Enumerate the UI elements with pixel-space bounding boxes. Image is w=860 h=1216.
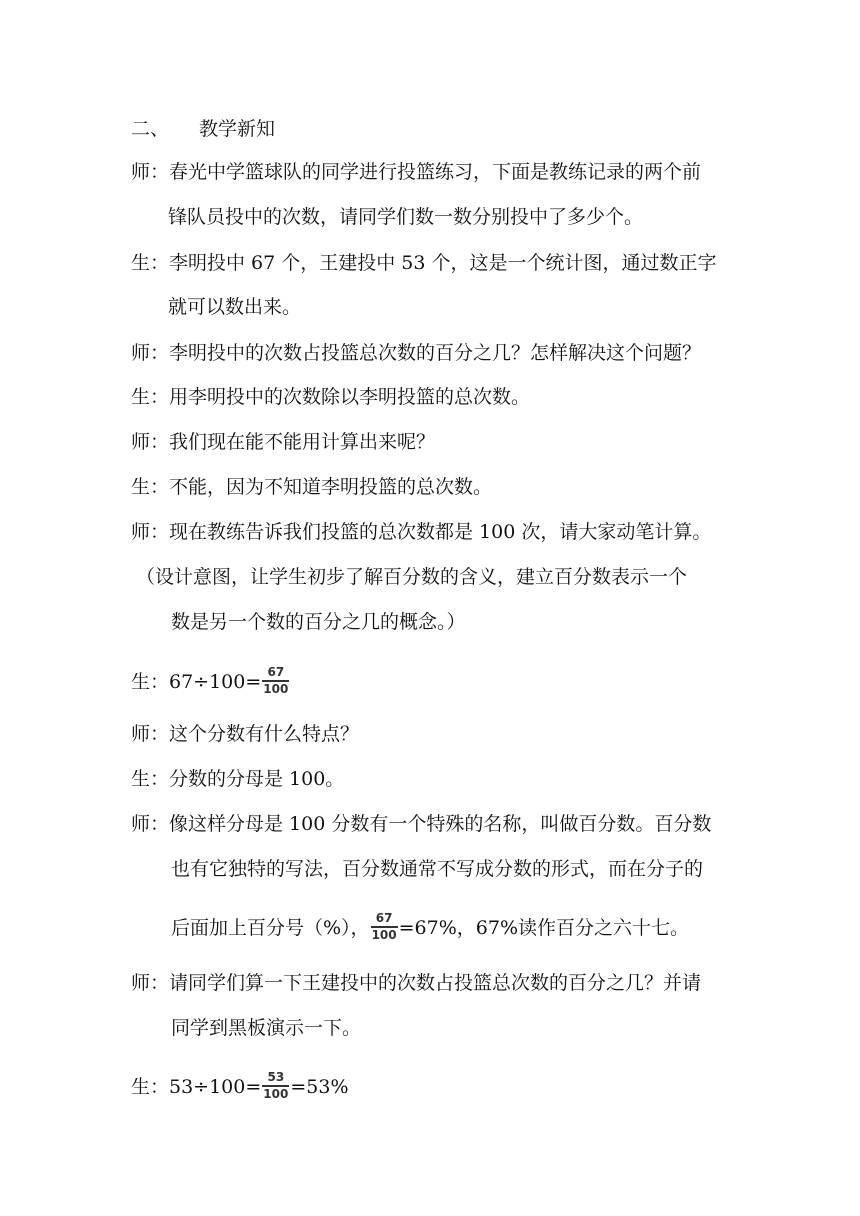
design-note-line: （设计意图，让学生初步了解百分数的含义，建立百分数表示一个	[136, 566, 688, 588]
paragraph-line: 生：不能，因为不知道李明投篮的总次数。	[131, 476, 493, 498]
paragraph-line: 师：这个分数有什么特点？	[131, 723, 360, 745]
fraction	[262, 1071, 289, 1101]
fraction	[371, 912, 398, 942]
paragraph-line: 生：分数的分母是 100。	[131, 768, 345, 790]
fraction-numerator: 67	[267, 665, 285, 679]
fraction-numerator: 53	[267, 1070, 285, 1084]
fraction-denominator: 100	[371, 927, 397, 942]
equation-text: 生：53÷100=	[131, 1075, 262, 1098]
section-heading	[131, 117, 275, 141]
paragraph-line: 生：用李明投中的次数除以李明投篮的总次数。	[131, 386, 531, 408]
paragraph-line: 师：李明投中的次数占投篮总次数的百分之几？怎样解决这个问题？	[131, 342, 702, 364]
section-number: 二、	[131, 118, 170, 140]
paragraph-line: 同学到黑板演示一下。	[171, 1017, 362, 1039]
paragraph-line: 师：春光中学篮球队的同学进行投篮练习，下面是教练记录的两个前	[131, 161, 702, 183]
paragraph-line: 也有它独特的写法，百分数通常不写成分数的形式，而在分子的	[171, 858, 704, 880]
fraction-denominator: 100	[263, 681, 289, 696]
equation-line	[131, 1070, 349, 1103]
equation-text: =53%	[290, 1075, 349, 1098]
equation-line	[131, 665, 290, 698]
design-note-line: 数是另一个数的百分之几的概念。）	[171, 611, 466, 633]
fraction	[262, 666, 289, 696]
paragraph-line: 师：现在教练告诉我们投篮的总次数都是 100 次，请大家动笔计算。	[131, 521, 712, 543]
fraction-denominator: 100	[263, 1086, 289, 1101]
equation-text: =67%，67%读作百分之六十七。	[398, 916, 690, 939]
paragraph-line: 师：像这样分母是 100 分数有一个特殊的名称，叫做百分数。百分数	[131, 813, 712, 835]
paragraph-line: 师：我们现在能不能用计算出来呢？	[131, 431, 436, 453]
paragraph-line: 就可以数出来。	[168, 296, 302, 318]
paragraph-line: 师：请同学们算一下王建投中的次数占投篮总次数的百分之几？并请	[131, 972, 702, 994]
paragraph-line: 锋队员投中的次数，请同学们数一数分别投中了多少个。	[168, 206, 644, 228]
equation-text: 生：67÷100=	[131, 670, 262, 693]
equation-line	[171, 911, 690, 944]
fraction-numerator: 67	[375, 911, 393, 925]
paragraph-line: 生：李明投中 67 个，王建投中 53 个，这是一个统计图，通过数正字	[131, 252, 717, 274]
section-title: 教学新知	[199, 118, 276, 140]
equation-text: 后面加上百分号（%），	[171, 916, 370, 939]
